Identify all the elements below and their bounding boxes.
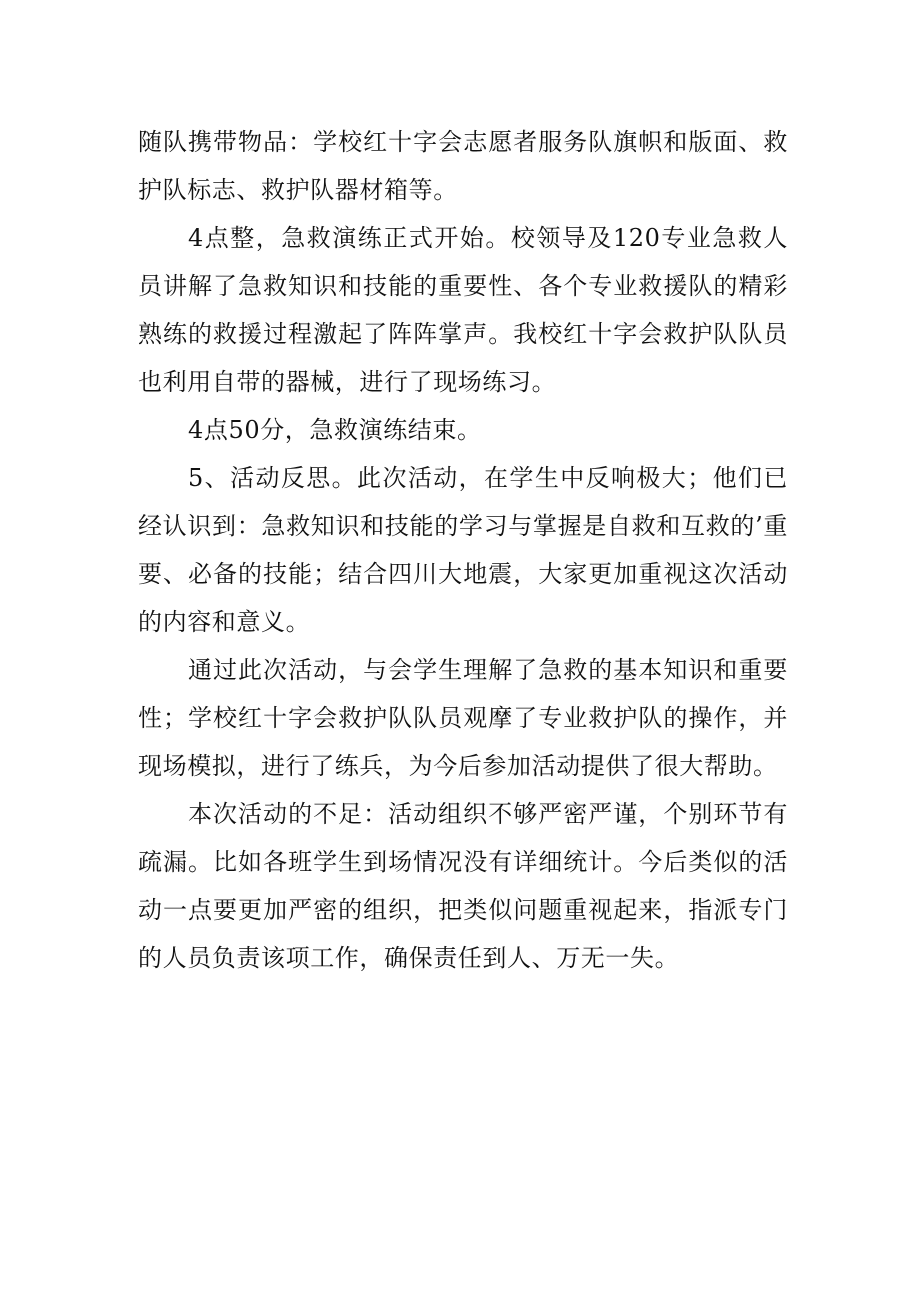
document-body <box>138 118 788 982</box>
paragraph-drill-end: 4点50分，急救演练结束。 <box>188 416 482 444</box>
paragraph-outcome: 通过此次活动，与会学生理解了急救的基本知识和重要性；学校红十字会救护队队员观摩了专业救护队的操作，并现场模拟，进行了练兵，为今后参加活动提供了很大帮助。 <box>138 656 788 780</box>
paragraph-reflection: 5、活动反思。此次活动，在学生中反响极大；他们已经认识到：急救知识和技能的学习与掌握是自救和互救的’重要、必备的技能；结合四川大地震，大家更加重视这次活动的内容和意义。 <box>138 464 788 636</box>
paragraph-shortcomings: 本次活动的不足：活动组织不够严密严谨，个别环节有疏漏。比如各班学生到场情况没有详细统计。今后类似的活动一点要更加严密的组织，把类似问题重视起来，指派专门的人员负责该项工作，确保责任到人、万无一失。 <box>138 800 788 972</box>
paragraph-carry-items: 随队携带物品：学校红十字会志愿者服务队旗帜和版面、救护队标志、救护队器材箱等。 <box>138 128 788 204</box>
paragraph-drill-start: 4点整，急救演练正式开始。校领导及120专业急救人员讲解了急救知识和技能的重要性、各个专业救援队的精彩熟练的救援过程激起了阵阵掌声。我校红十字会救护队队员也利用自带的器械，进行了现场练习。 <box>138 224 788 396</box>
